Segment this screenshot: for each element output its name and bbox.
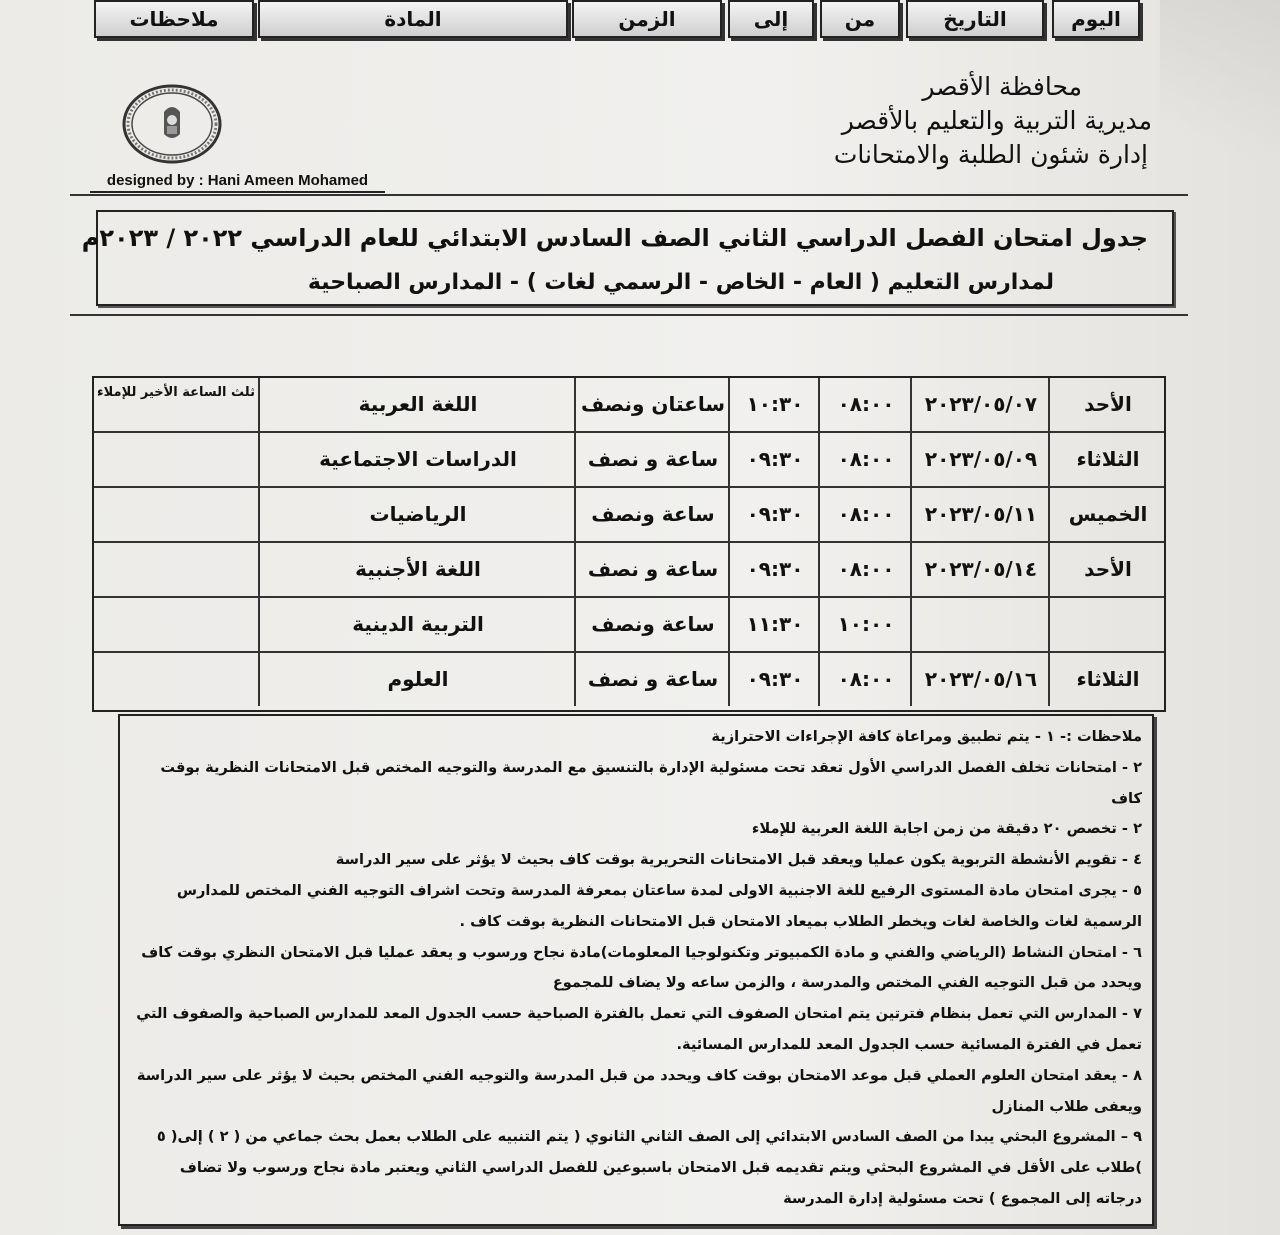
cell-day: الثلاثاء [1048, 433, 1166, 486]
cell-from: ٠٨:٠٠ [818, 488, 912, 541]
cell-subject: اللغة العربية [258, 378, 576, 431]
cell-day [1048, 598, 1166, 651]
cell-notes [94, 488, 258, 541]
cell-date: ٢٠٢٣/٠٥/١٦ [910, 653, 1050, 706]
title-box [81, 210, 1174, 306]
cell-to: ٠٩:٣٠ [728, 653, 820, 706]
directorate-name: مديرية التربية والتعليم بالأقصر [841, 106, 1152, 135]
cell-day: الثلاثاء [1048, 653, 1166, 706]
cell-from: ٠٨:٠٠ [818, 433, 912, 486]
cell-date: ٢٠٢٣/٠٥/٠٩ [910, 433, 1050, 486]
cell-to: ١٠:٣٠ [728, 378, 820, 431]
cell-notes [94, 543, 258, 596]
cell-from: ١٠:٠٠ [818, 598, 912, 651]
cell-date: ٢٠٢٣/٠٥/٠٧ [910, 378, 1050, 431]
schedule-title: جدول امتحان الفصل الدراسي الثاني الصف السادس الابتدائي للعام الدراسي ٢٠٢٢ / ٢٠٢٣م [81, 224, 1148, 252]
cell-day: الأحد [1048, 378, 1166, 431]
note-item: ٨ - يعقد امتحان العلوم العملي قبل موعد الامتحان بوقت كاف ويحدد من قبل المدرسة والتوجيه الفني المختص بحيث لا يؤثر على سير الدراسة ويعفى طلاب المنازل [136, 1066, 1142, 1115]
cell-notes [94, 653, 258, 706]
cell-day: الأحد [1048, 543, 1166, 596]
header [834, 70, 1152, 172]
header-date: التاريخ [906, 0, 1044, 38]
designer-credit: designed by : Hani Ameen Mohamed [90, 172, 385, 193]
cell-subject: الرياضيات [258, 488, 576, 541]
cell-notes [94, 598, 258, 651]
note-item: ٢ - امتحانات تخلف الفصل الدراسي الأول تعقد تحت مسئولية الإدارة بالتنسيق مع المدرسة والتوجيه المختص قبل الامتحانات النظرية بوقت كاف [160, 758, 1142, 807]
table-row [94, 653, 1164, 706]
cell-to: ٠٩:٣٠ [728, 433, 820, 486]
page-fold-shadow [1160, 0, 1280, 200]
divider-top [70, 194, 1188, 196]
cell-subject: التربية الدينية [258, 598, 576, 651]
header-notes: ملاحظات [94, 0, 254, 38]
header-from: من [820, 0, 900, 38]
cell-subject: اللغة الأجنبية [258, 543, 576, 596]
divider-bottom [70, 314, 1188, 316]
cell-duration: ساعة و نصف [574, 653, 730, 706]
cell-from: ٠٨:٠٠ [818, 653, 912, 706]
cell-to: ٠٩:٣٠ [728, 488, 820, 541]
cell-duration: ساعة و نصف [574, 433, 730, 486]
cell-from: ٠٨:٠٠ [818, 543, 912, 596]
cell-duration: ساعة ونصف [574, 598, 730, 651]
cell-from: ٠٨:٠٠ [818, 378, 912, 431]
exam-schedule-table [92, 376, 1166, 712]
cell-notes: ثلث الساعة الأخير للإملاء [97, 385, 255, 400]
notes-box [118, 714, 1154, 1226]
note-item: ٧ - المدارس التي تعمل بنظام فترتين يتم امتحان الصفوف التي تعمل بالفترة الصباحية حسب الجدول المعد للمدارس الصباحية والصفوف التي تعمل في الفترة المسائية حسب الجدول المعد للمدارس المسائية. [136, 1005, 1142, 1053]
cell-date [910, 598, 1050, 651]
cell-to: ١١:٣٠ [728, 598, 820, 651]
official-seal-icon [120, 82, 224, 166]
table-row [94, 543, 1164, 598]
table-row [94, 488, 1164, 543]
header-to: إلى [728, 0, 814, 38]
schedule-subtitle: لمدارس التعليم ( العام - الخاص - الرسمي لغات ) - المدارس الصباحية [307, 270, 1054, 295]
department-name: إدارة شئون الطلبة والامتحانات [833, 140, 1148, 169]
header-subject: المادة [258, 0, 568, 38]
table-row [94, 598, 1164, 653]
note-item: ٤ - تقويم الأنشطة التربوية يكون عمليا ويعقد قبل الامتحانات التحريرية بوقت كاف بحيث لا يؤثر على سير الدراسة [335, 851, 1142, 869]
cell-notes [94, 433, 258, 486]
cell-date: ٢٠٢٣/٠٥/١٤ [910, 543, 1050, 596]
governorate-name: محافظة الأقصر [922, 72, 1082, 101]
note-item: ٥ - يجرى امتحان مادة المستوى الرفيع للغة الاجنبية الاولى لمدة ساعتان بمعرفة المدرسة وتحت اشراف التوجيه الفني المختص للمدارس الرسمية لغات والخاصة لغات ويخطر الطلاب بميعاد الامتحان قبل الامتحانات النظرية بوقت كاف . [176, 881, 1142, 930]
note-item: ٦ - امتحان النشاط (الرياضي والفني و مادة الكمبيوتر وتكنولوجيا المعلومات)مادة نجاح ورسوب و يعقد عمليا قبل الامتحان النظري بوقت كاف ويحدد من قبل التوجيه الفني المختص والمدرسة ، والزمن ساعه ولا يضاف للمجموع [141, 943, 1142, 992]
cell-subject: العلوم [258, 653, 576, 706]
header-duration: الزمن [572, 0, 722, 38]
table-row [94, 378, 1164, 433]
note-item: ٢ - تخصص ٢٠ دقيقة من زمن اجابة اللغة العربية للإملاء [751, 820, 1142, 838]
table-row [94, 433, 1164, 488]
cell-subject: الدراسات الاجتماعية [258, 433, 576, 486]
cell-to: ٠٩:٣٠ [728, 543, 820, 596]
header-day: اليوم [1052, 0, 1140, 38]
cell-duration: ساعتان ونصف [574, 378, 730, 431]
cell-day: الخميس [1048, 488, 1166, 541]
note-item: ملاحظات :- ١ - يتم تطبيق ومراعاة كافة الإجراءات الاحترازية [711, 728, 1142, 745]
note-item: ٩ – المشروع البحثي يبدا من الصف السادس الابتدائي إلى الصف الثاني الثانوي ( يتم التنبيه على الطلاب بعمل بحث جماعي من ( ٢ ) إلى( ٥ )طلاب على الأقل في المشروع البحثي ويتم تقديمه قبل الامتحان باسبوعين للفصل الدراسي الثاني ويعتبر مادة نجاح ورسوب ولا تضاف درجاته إلى المجموع ) تحت مسئولية إدارة المدرسة [156, 1128, 1142, 1207]
cell-duration: ساعة ونصف [574, 488, 730, 541]
cell-date: ٢٠٢٣/٠٥/١١ [910, 488, 1050, 541]
cell-duration: ساعة و نصف [574, 543, 730, 596]
